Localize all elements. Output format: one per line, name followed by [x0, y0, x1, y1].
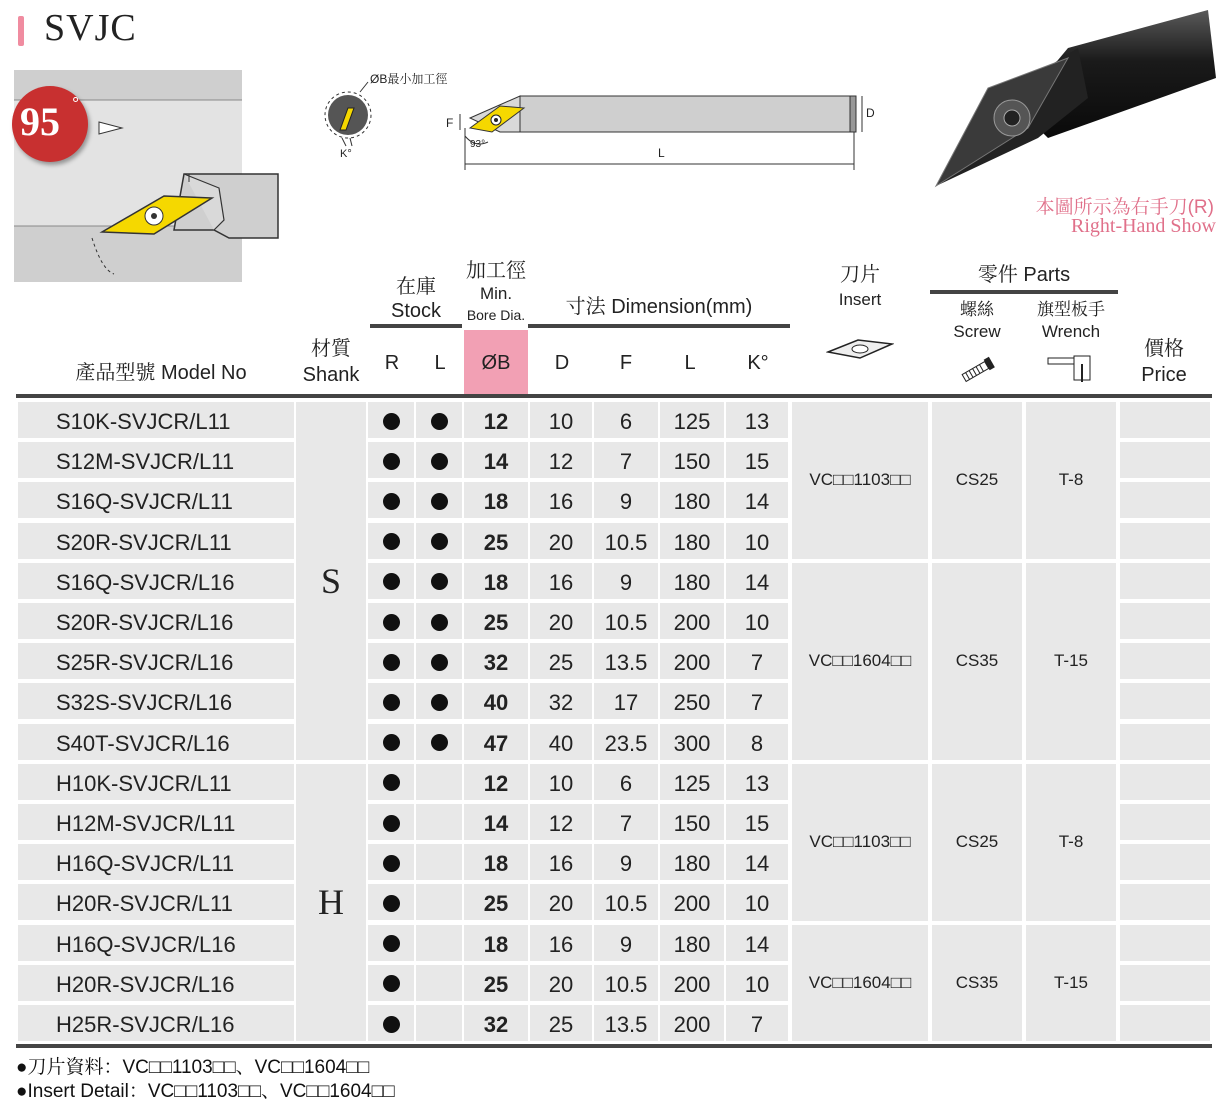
header-screw-en: Screw — [953, 322, 1001, 341]
header-model: 產品型號 Model No — [75, 362, 247, 384]
model-cell: S20R-SVJCR/L16 — [18, 603, 294, 639]
k-cell: 8 — [726, 724, 788, 760]
header-bore-min: Min. — [479, 284, 513, 303]
label-k: K° — [340, 148, 352, 160]
header-shank-en: Shank — [302, 364, 360, 386]
k-cell: 7 — [726, 1005, 788, 1041]
k-cell: 10 — [726, 884, 788, 920]
model-cell: S12M-SVJCR/L11 — [18, 442, 294, 478]
header-stock-cn: 在庫 — [396, 276, 436, 298]
price-cell — [1120, 884, 1210, 920]
k-cell: 13 — [726, 764, 788, 800]
price-cell — [1120, 523, 1210, 559]
length-cell: 200 — [660, 603, 724, 639]
d-cell: 10 — [530, 402, 592, 438]
header-parts: 零件 Parts — [977, 264, 1071, 286]
header-col-ob: ØB — [481, 352, 511, 374]
d-cell: 40 — [530, 724, 592, 760]
stock-dot — [383, 654, 400, 671]
length-cell: 125 — [660, 764, 724, 800]
header-bore-en: Bore Dia. — [466, 307, 526, 323]
table-top-rule — [16, 394, 1212, 398]
stock-l-cell — [416, 724, 462, 760]
length-cell: 200 — [660, 1005, 724, 1041]
d-cell: 16 — [530, 482, 592, 518]
f-cell: 10.5 — [594, 523, 658, 559]
d-cell: 20 — [530, 965, 592, 1001]
k-cell: 15 — [726, 804, 788, 840]
header-price-en: Price — [1141, 364, 1187, 386]
stock-l-cell — [416, 1005, 462, 1041]
d-cell: 20 — [530, 884, 592, 920]
stock-dot — [383, 694, 400, 711]
model-cell: H16Q-SVJCR/L11 — [18, 844, 294, 880]
header-col-len: L — [684, 352, 696, 374]
model-cell: H10K-SVJCR/L11 — [18, 764, 294, 800]
length-cell: 150 — [660, 804, 724, 840]
title-accent — [18, 16, 24, 46]
footer-insert-cn: ●刀片資料：VC□□1103□□、VC□□1604□□ — [16, 1057, 370, 1078]
price-cell — [1120, 764, 1210, 800]
k-cell: 13 — [726, 402, 788, 438]
d-cell: 32 — [530, 683, 592, 719]
stock-dot — [383, 453, 400, 470]
d-cell: 20 — [530, 603, 592, 639]
price-cell — [1120, 1005, 1210, 1041]
k-cell: 14 — [726, 563, 788, 599]
stock-r-cell — [368, 643, 414, 679]
dimension-rule — [528, 324, 790, 328]
length-cell: 180 — [660, 925, 724, 961]
header-col-r: R — [384, 352, 400, 374]
stock-r-cell — [368, 683, 414, 719]
stock-r-cell — [368, 402, 414, 438]
header-col-k: K° — [747, 352, 769, 374]
insert-cell: VC□□1103□□ — [792, 764, 928, 921]
bore-cell: 40 — [464, 683, 528, 719]
bore-cell: 12 — [464, 764, 528, 800]
parts-rule — [930, 290, 1118, 294]
bore-cell: 14 — [464, 442, 528, 478]
stock-l-cell — [416, 844, 462, 880]
product-photo — [928, 8, 1218, 194]
model-cell: S16Q-SVJCR/L11 — [18, 482, 294, 518]
wrench-cell: T-15 — [1026, 925, 1116, 1042]
stock-dot — [383, 533, 400, 550]
k-cell: 10 — [726, 603, 788, 639]
price-cell — [1120, 402, 1210, 438]
header-wrench-en: Wrench — [1041, 322, 1101, 341]
model-cell: H25R-SVJCR/L16 — [18, 1005, 294, 1041]
f-cell: 9 — [594, 925, 658, 961]
model-cell: S25R-SVJCR/L16 — [18, 643, 294, 679]
angle-badge — [12, 86, 88, 162]
stock-l-cell — [416, 482, 462, 518]
price-cell — [1120, 603, 1210, 639]
stock-l-cell — [416, 884, 462, 920]
d-cell: 16 — [530, 925, 592, 961]
model-cell: S40T-SVJCR/L16 — [18, 724, 294, 760]
screw-cell: CS35 — [932, 563, 1022, 760]
f-cell: 17 — [594, 683, 658, 719]
stock-r-cell — [368, 1005, 414, 1041]
stock-r-cell — [368, 603, 414, 639]
stock-dot — [431, 734, 448, 751]
header-stock-en: Stock — [390, 300, 442, 322]
model-cell: H20R-SVJCR/L11 — [18, 884, 294, 920]
stock-dot — [383, 975, 400, 992]
header-bore-cn: 加工徑 — [466, 260, 526, 282]
bore-cell: 25 — [464, 603, 528, 639]
header-screw-cn: 螺絲 — [960, 300, 994, 319]
f-cell: 13.5 — [594, 1005, 658, 1041]
price-cell — [1120, 844, 1210, 880]
stock-r-cell — [368, 844, 414, 880]
k-cell: 10 — [726, 523, 788, 559]
bore-cell: 32 — [464, 1005, 528, 1041]
caption-cn: 本圖所示為右手刀(R) — [1035, 197, 1214, 218]
price-cell — [1120, 482, 1210, 518]
f-cell: 13.5 — [594, 643, 658, 679]
header-dimension: 寸法 Dimension(mm) — [565, 296, 753, 318]
dimension-drawing — [320, 66, 880, 178]
f-cell: 6 — [594, 402, 658, 438]
label-f: F — [446, 116, 454, 130]
k-cell: 7 — [726, 683, 788, 719]
label-l: L — [658, 146, 665, 160]
length-cell: 180 — [660, 844, 724, 880]
f-cell: 10.5 — [594, 965, 658, 1001]
bore-cell: 25 — [464, 523, 528, 559]
bore-cell: 25 — [464, 884, 528, 920]
page-title: SVJC — [44, 7, 137, 49]
model-cell: S10K-SVJCR/L11 — [18, 402, 294, 438]
length-cell: 200 — [660, 643, 724, 679]
screw-cell: CS25 — [932, 402, 1022, 559]
footer-insert-en: ●Insert Detail：VC□□1103□□、VC□□1604□□ — [16, 1081, 395, 1102]
f-cell: 23.5 — [594, 724, 658, 760]
length-cell: 250 — [660, 683, 724, 719]
f-cell: 9 — [594, 563, 658, 599]
stock-r-cell — [368, 442, 414, 478]
stock-l-cell — [416, 402, 462, 438]
caption-en: Right-Hand Show — [1071, 215, 1216, 237]
d-cell: 12 — [530, 804, 592, 840]
stock-r-cell — [368, 764, 414, 800]
header-col-f: F — [619, 352, 633, 374]
bore-cell: 14 — [464, 804, 528, 840]
stock-l-cell — [416, 925, 462, 961]
stock-dot — [383, 493, 400, 510]
price-cell — [1120, 442, 1210, 478]
stock-dot — [431, 654, 448, 671]
table-bottom-rule — [16, 1044, 1212, 1048]
stock-dot — [431, 573, 448, 590]
d-cell: 16 — [530, 844, 592, 880]
f-cell: 7 — [594, 804, 658, 840]
stock-l-cell — [416, 442, 462, 478]
bore-cell: 18 — [464, 925, 528, 961]
stock-l-cell — [416, 804, 462, 840]
stock-dot — [431, 453, 448, 470]
insert-cell: VC□□1103□□ — [792, 402, 928, 559]
header-insert-en: Insert — [838, 290, 882, 309]
header-insert-cn: 刀片 — [840, 264, 880, 286]
stock-dot — [383, 413, 400, 430]
k-cell: 14 — [726, 844, 788, 880]
price-cell — [1120, 724, 1210, 760]
length-cell: 200 — [660, 965, 724, 1001]
stock-dot — [383, 573, 400, 590]
stock-dot — [383, 734, 400, 751]
stock-dot — [383, 1016, 400, 1033]
stock-dot — [383, 895, 400, 912]
stock-l-cell — [416, 965, 462, 1001]
wrench-cell: T-8 — [1026, 402, 1116, 559]
price-cell — [1120, 925, 1210, 961]
stock-dot — [431, 493, 448, 510]
stock-dot — [383, 855, 400, 872]
insert-icon — [826, 336, 894, 367]
stock-r-cell — [368, 724, 414, 760]
stock-dot — [383, 935, 400, 952]
bore-cell: 12 — [464, 402, 528, 438]
f-cell: 10.5 — [594, 603, 658, 639]
length-cell: 125 — [660, 402, 724, 438]
stock-r-cell — [368, 523, 414, 559]
k-cell: 10 — [726, 965, 788, 1001]
insert-cell: VC□□1604□□ — [792, 563, 928, 760]
f-cell: 6 — [594, 764, 658, 800]
stock-r-cell — [368, 804, 414, 840]
header-col-d: D — [554, 352, 570, 374]
price-cell — [1120, 563, 1210, 599]
bore-cell: 25 — [464, 965, 528, 1001]
length-cell: 180 — [660, 482, 724, 518]
label-93: 93° — [470, 139, 486, 150]
screw-cell: CS25 — [932, 764, 1022, 921]
bore-cell: 18 — [464, 482, 528, 518]
d-cell: 25 — [530, 643, 592, 679]
model-cell: H16Q-SVJCR/L16 — [18, 925, 294, 961]
length-cell: 150 — [660, 442, 724, 478]
f-cell: 9 — [594, 844, 658, 880]
min-bore-label: ØB最小加工徑 — [370, 72, 448, 86]
model-cell: H20R-SVJCR/L16 — [18, 965, 294, 1001]
stock-l-cell — [416, 523, 462, 559]
stock-r-cell — [368, 965, 414, 1001]
model-cell: S32S-SVJCR/L16 — [18, 683, 294, 719]
header-col-l: L — [434, 352, 446, 374]
angle-badge-value: 95 — [20, 99, 60, 144]
f-cell: 10.5 — [594, 884, 658, 920]
price-cell — [1120, 683, 1210, 719]
stock-l-cell — [416, 563, 462, 599]
model-cell: S16Q-SVJCR/L16 — [18, 563, 294, 599]
header-price-cn: 價格 — [1144, 338, 1184, 360]
header-shank-cn: 材質 — [311, 338, 351, 360]
d-cell: 20 — [530, 523, 592, 559]
bore-cell: 18 — [464, 844, 528, 880]
length-cell: 180 — [660, 563, 724, 599]
length-cell: 200 — [660, 884, 724, 920]
bore-cell: 32 — [464, 643, 528, 679]
stock-l-cell — [416, 683, 462, 719]
wrench-cell: T-8 — [1026, 764, 1116, 921]
price-cell — [1120, 804, 1210, 840]
f-cell: 7 — [594, 442, 658, 478]
header-wrench-cn: 旗型板手 — [1037, 300, 1105, 319]
angle-badge-degree: ° — [72, 94, 80, 114]
d-cell: 25 — [530, 1005, 592, 1041]
stock-dot — [431, 413, 448, 430]
d-cell: 10 — [530, 764, 592, 800]
wrench-cell: T-15 — [1026, 563, 1116, 760]
wrench-icon — [1046, 352, 1098, 391]
screw-icon — [958, 356, 998, 389]
stock-dot — [431, 694, 448, 711]
length-cell: 300 — [660, 724, 724, 760]
bore-cell: 47 — [464, 724, 528, 760]
model-cell: H12M-SVJCR/L11 — [18, 804, 294, 840]
stock-r-cell — [368, 482, 414, 518]
bore-cell: 18 — [464, 563, 528, 599]
label-d: D — [866, 106, 875, 120]
price-cell — [1120, 965, 1210, 1001]
shank-cell: H — [296, 764, 366, 1041]
stock-l-cell — [416, 764, 462, 800]
length-cell: 180 — [660, 523, 724, 559]
stock-dot — [431, 533, 448, 550]
stock-dot — [383, 815, 400, 832]
stock-r-cell — [368, 884, 414, 920]
stock-dot — [383, 614, 400, 631]
shank-cell: S — [296, 402, 366, 760]
stock-l-cell — [416, 643, 462, 679]
stock-r-cell — [368, 925, 414, 961]
stock-dot — [431, 614, 448, 631]
stock-dot — [383, 774, 400, 791]
k-cell: 7 — [726, 643, 788, 679]
insert-cell: VC□□1604□□ — [792, 925, 928, 1042]
k-cell: 14 — [726, 925, 788, 961]
price-cell — [1120, 643, 1210, 679]
stock-r-cell — [368, 563, 414, 599]
d-cell: 16 — [530, 563, 592, 599]
stock-l-cell — [416, 603, 462, 639]
d-cell: 12 — [530, 442, 592, 478]
stock-rule — [370, 324, 462, 328]
k-cell: 15 — [726, 442, 788, 478]
screw-cell: CS35 — [932, 925, 1022, 1042]
f-cell: 9 — [594, 482, 658, 518]
model-cell: S20R-SVJCR/L11 — [18, 523, 294, 559]
k-cell: 14 — [726, 482, 788, 518]
